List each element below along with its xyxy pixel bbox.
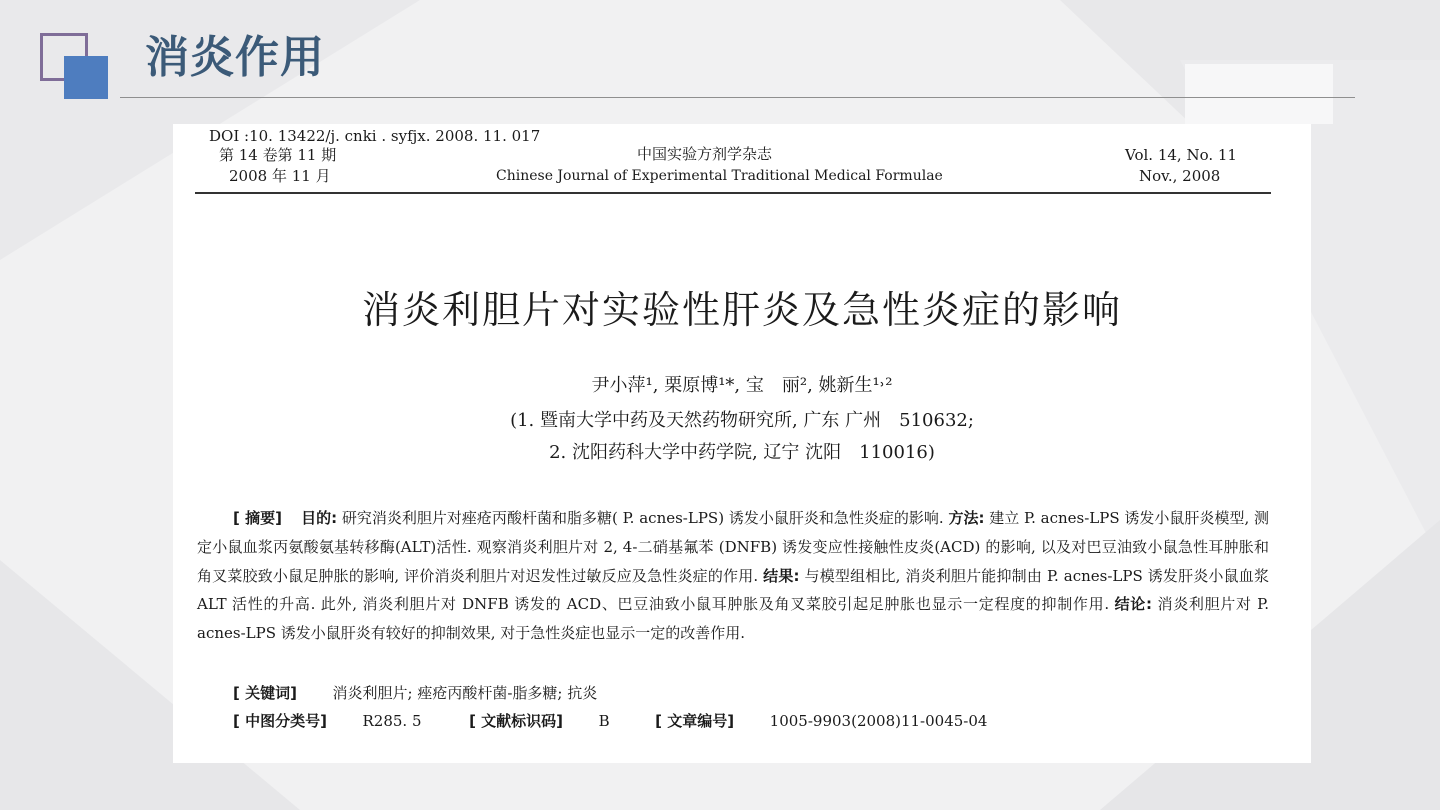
journal-cn: 中国实验方剂学杂志: [637, 145, 773, 163]
title-divider: [120, 97, 1355, 98]
doi-line: DOI :10. 13422/j. cnki . syfjx. 2008. 11. 017: [209, 127, 541, 145]
article-title: 消炎利胆片对实验性肝炎及急性炎症的影响: [361, 288, 1122, 332]
article-no-value: 1005-9903(2008)11-0045-04: [769, 712, 988, 730]
doc-code-label: [ 文献标识码]: [469, 712, 564, 730]
slide-title: 消炎作用: [145, 32, 325, 83]
keywords: 消炎利胆片; 痤疮丙酸杆菌-脂多糖; 抗炎: [332, 684, 598, 702]
authors: 尹小萍¹, 栗原博¹*, 宝 丽², 姚新生¹˒²: [591, 375, 893, 396]
affiliation-2: 2. 沈阳药科大学中药学院, 辽宁 沈阳 110016): [549, 442, 935, 463]
objective-text: 研究消炎利胆片对痤疮丙酸杆菌和脂多糖( P. acnes-LPS) 诱发小鼠肝炎和急性炎症的影响.: [341, 509, 944, 527]
doc-code-value: B: [598, 712, 610, 730]
objective-label: 目的:: [301, 509, 338, 527]
abstract: [197, 504, 1269, 648]
classification-line: [233, 708, 987, 734]
journal-en: Chinese Journal of Experimental Traditional Medical Formulae: [496, 168, 943, 184]
affiliation-1: (1. 暨南大学中药及天然药物研究所, 广东 广州 510632;: [510, 410, 974, 431]
result-label: 结果:: [763, 566, 800, 585]
paper-scan: [173, 124, 1311, 763]
clc-value: R285. 5: [362, 712, 422, 730]
keywords-line: [233, 680, 597, 706]
abstract-label: [ 摘要]: [233, 509, 282, 527]
volume: Vol. 14, No. 11: [1125, 146, 1237, 164]
method-text: 建立 P. acnes-LPS 诱发小鼠肝炎模型, 测定小鼠血浆丙氨酸氨基转移酶(ALT)活性. 观察消炎利胆片对 2, 4-二硝基氟苯 (DNFB) 诱发变应性接触性皮炎(ACD) 的影响, 以及对巴豆油致小鼠急性耳肿胀和角叉菜胶致小鼠足肿胀的影响, 评价消炎利胆片对迟发性过敏反应及急性炎症的作用.: [197, 509, 1269, 585]
conclusion-text: 消炎利胆片对 P. acnes-LPS 诱发小鼠肝炎有较好的抑制效果, 对于急性炎症也显示一定的改善作用.: [197, 595, 1269, 643]
logo-filled-square: [64, 56, 108, 99]
article-no-label: [ 文章编号]: [655, 712, 735, 730]
issue-cn: 第 14 卷第 11 期: [219, 146, 337, 164]
conclusion-label: 结论:: [1114, 595, 1152, 614]
date-cn: 2008 年 11 月: [229, 167, 331, 185]
result-text: 与模型组相比, 消炎利胆片能抑制由 P. acnes-LPS 诱发肝炎小鼠血浆 ALT 活性的升高. 此外, 消炎利胆片对 DNFB 诱发的 ACD、巴豆油致小鼠耳肿胀及角叉菜胶引起足肿胀也显示一定程度的抑制作用.: [197, 566, 1269, 614]
clc-label: [ 中图分类号]: [233, 712, 327, 730]
header-rule: [195, 192, 1271, 194]
keywords-label: [ 关键词]: [233, 684, 297, 702]
date-en: Nov., 2008: [1139, 167, 1221, 185]
method-label: 方法:: [948, 509, 985, 527]
